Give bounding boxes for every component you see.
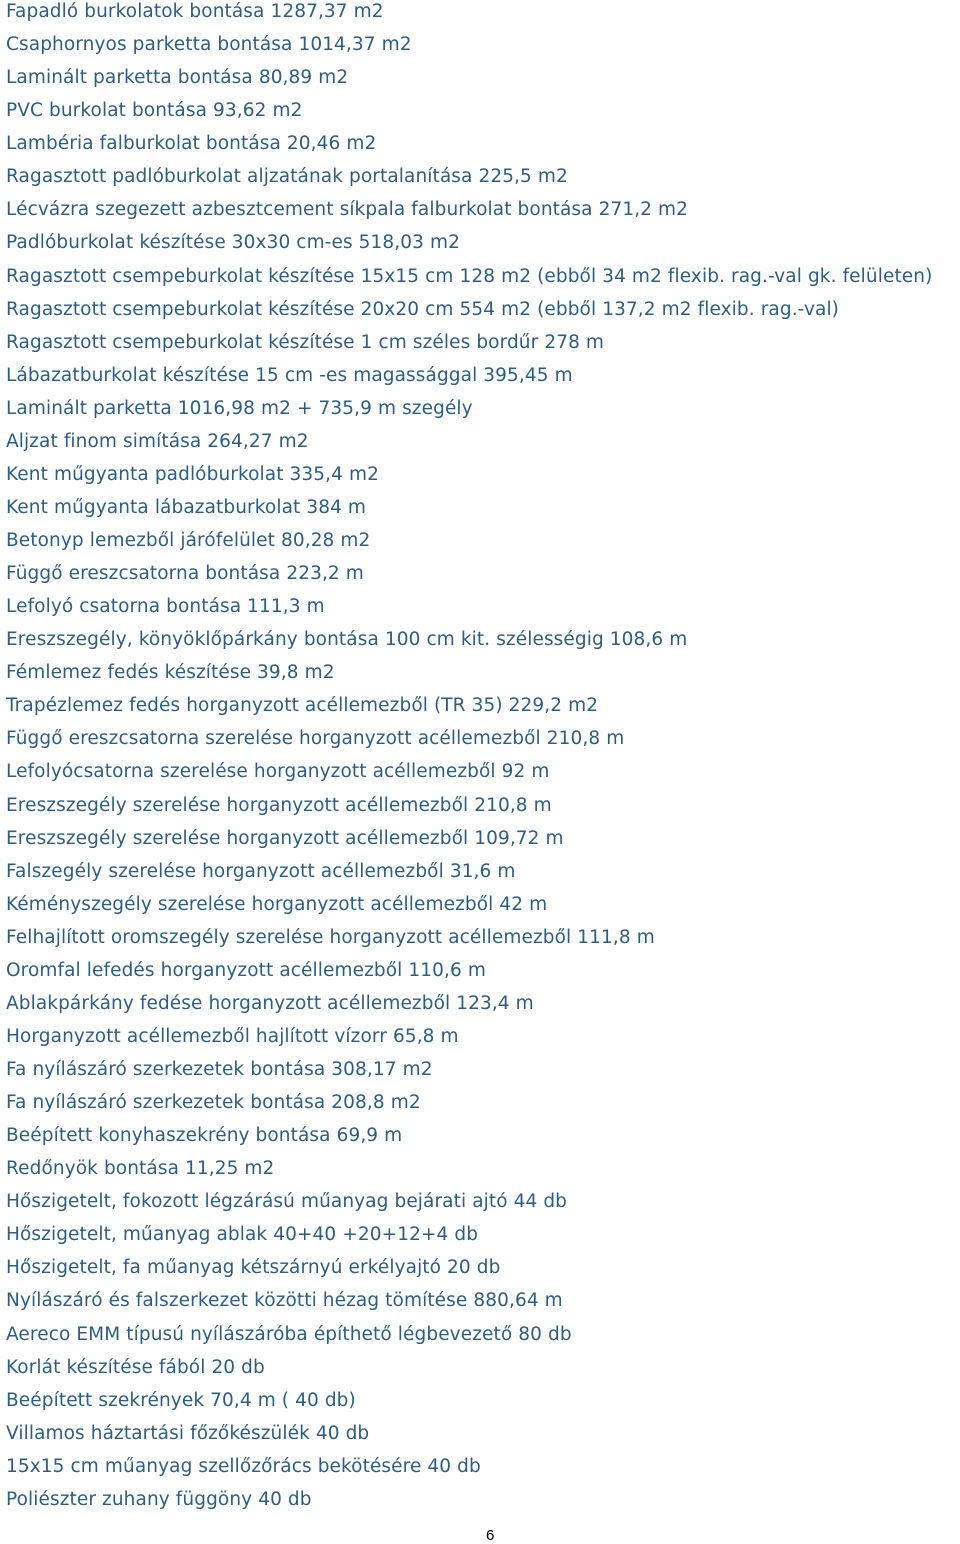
list-item: Ragasztott csempeburkolat készítése 15x15 cm 128 m2 (ebből 34 m2 flexib. rag.-val gk. felületen) (6, 265, 933, 287)
list-item: Oromfal lefedés horganyzott acéllemezből 110,6 m (6, 959, 486, 981)
list-item: Függő ereszcsatorna szerelése horganyzott acéllemezből 210,8 m (6, 728, 625, 750)
list-item: Padlóburkolat készítése 30x30 cm-es 518,03 m2 (6, 232, 460, 254)
list-item: Fa nyílászáró szerkezetek bontása 208,8 m2 (6, 1092, 421, 1114)
list-item: Korlát készítése fából 20 db (6, 1356, 265, 1378)
list-item: Felhajlított oromszegély szerelése horganyzott acéllemezből 111,8 m (6, 926, 655, 948)
list-item: Fapadló burkolatok bontása 1287,37 m2 (6, 1, 384, 22)
list-item: Ereszszegély szerelése horganyzott acéllemezből 109,72 m (6, 827, 564, 849)
list-item: Aereco EMM típusú nyílászáróba építhető légbevezető 80 db (6, 1323, 572, 1345)
list-item: Függő ereszcsatorna bontása 223,2 m (6, 563, 364, 585)
list-item: Beépített szekrények 70,4 m ( 40 db) (6, 1389, 356, 1411)
list-item: 15x15 cm műanyag szellőzőrács bekötésére 40 db (6, 1455, 481, 1477)
list-item: Kéményszegély szerelése horganyzott acéllemezből 42 m (6, 893, 548, 915)
list-item: Laminált parketta 1016,98 m2 + 735,9 m szegély (6, 397, 473, 419)
list-item: Lambéria falburkolat bontása 20,46 m2 (6, 133, 377, 155)
list-item: Betonyp lemezből járófelület 80,28 m2 (6, 530, 371, 551)
list-item: Fémlemez fedés készítése 39,8 m2 (6, 662, 335, 684)
list-item: Csaphornyos parketta bontása 1014,37 m2 (6, 34, 412, 56)
list-item: Kent műgyanta lábazatburkolat 384 m (6, 496, 367, 518)
list-item: Beépített konyhaszekrény bontása 69,9 m (6, 1125, 403, 1147)
list-item: Ereszszegély szerelése horganyzott acéllemezből 210,8 m (6, 794, 552, 816)
list-item: Hőszigetelt, fokozott légzárású műanyag bejárati ajtó 44 db (6, 1191, 568, 1213)
list-item: Nyílászáró és falszerkezet közötti hézag tömítése 880,64 m (6, 1290, 563, 1312)
list-item: Ereszszegély, könyöklőpárkány bontása 100 cm kit. szélességig 108,6 m (6, 629, 688, 651)
list-item: Falszegély szerelése horganyzott acéllemezből 31,6 m (6, 860, 516, 882)
list-item: Laminált parketta bontása 80,89 m2 (6, 67, 349, 89)
list-item: Hőszigetelt, műanyag ablak 40+40 +20+12+4 db (6, 1224, 479, 1246)
list-item: Ablakpárkány fedése horganyzott acéllemezből 123,4 m (6, 992, 534, 1014)
list-item: Aljzat finom simítása 264,27 m2 (6, 430, 309, 452)
work-items-list (6, 0, 958, 1521)
list-item: Kent műgyanta padlóburkolat 335,4 m2 (6, 463, 379, 485)
list-item: Horganyzott acéllemezből hajlított vízorr 65,8 m (6, 1025, 459, 1047)
list-item: Lefolyócsatorna szerelése horganyzott acéllemezből 92 m (6, 761, 550, 783)
list-item: Trapézlemez fedés horganyzott acéllemezből (TR 35) 229,2 m2 (6, 695, 599, 717)
list-item: Ragasztott padlóburkolat aljzatának portalanítása 225,5 m2 (6, 166, 568, 188)
list-item: Lécvázra szegezett azbesztcement síkpala falburkolat bontása 271,2 m2 (6, 199, 689, 221)
list-item: Lefolyó csatorna bontása 111,3 m (6, 596, 325, 618)
list-item: Redőnyök bontása 11,25 m2 (6, 1158, 275, 1180)
list-item: Villamos háztartási főzőkészülék 40 db (6, 1422, 370, 1444)
list-item: PVC burkolat bontása 93,62 m2 (6, 100, 303, 122)
list-item: Lábazatburkolat készítése 15 cm -es magassággal 395,45 m (6, 364, 573, 386)
list-item: Hőszigetelt, fa műanyag kétszárnyú erkélyajtó 20 db (6, 1257, 501, 1279)
page-number: 6 (486, 1527, 495, 1544)
list-item: Poliészter zuhany függöny 40 db (6, 1488, 312, 1510)
list-item: Ragasztott csempeburkolat készítése 20x20 cm 554 m2 (ebből 137,2 m2 flexib. rag.-val) (6, 298, 840, 320)
list-item: Ragasztott csempeburkolat készítése 1 cm széles bordűr 278 m (6, 331, 605, 353)
list-item: Fa nyílászáró szerkezetek bontása 308,17 m2 (6, 1059, 433, 1080)
